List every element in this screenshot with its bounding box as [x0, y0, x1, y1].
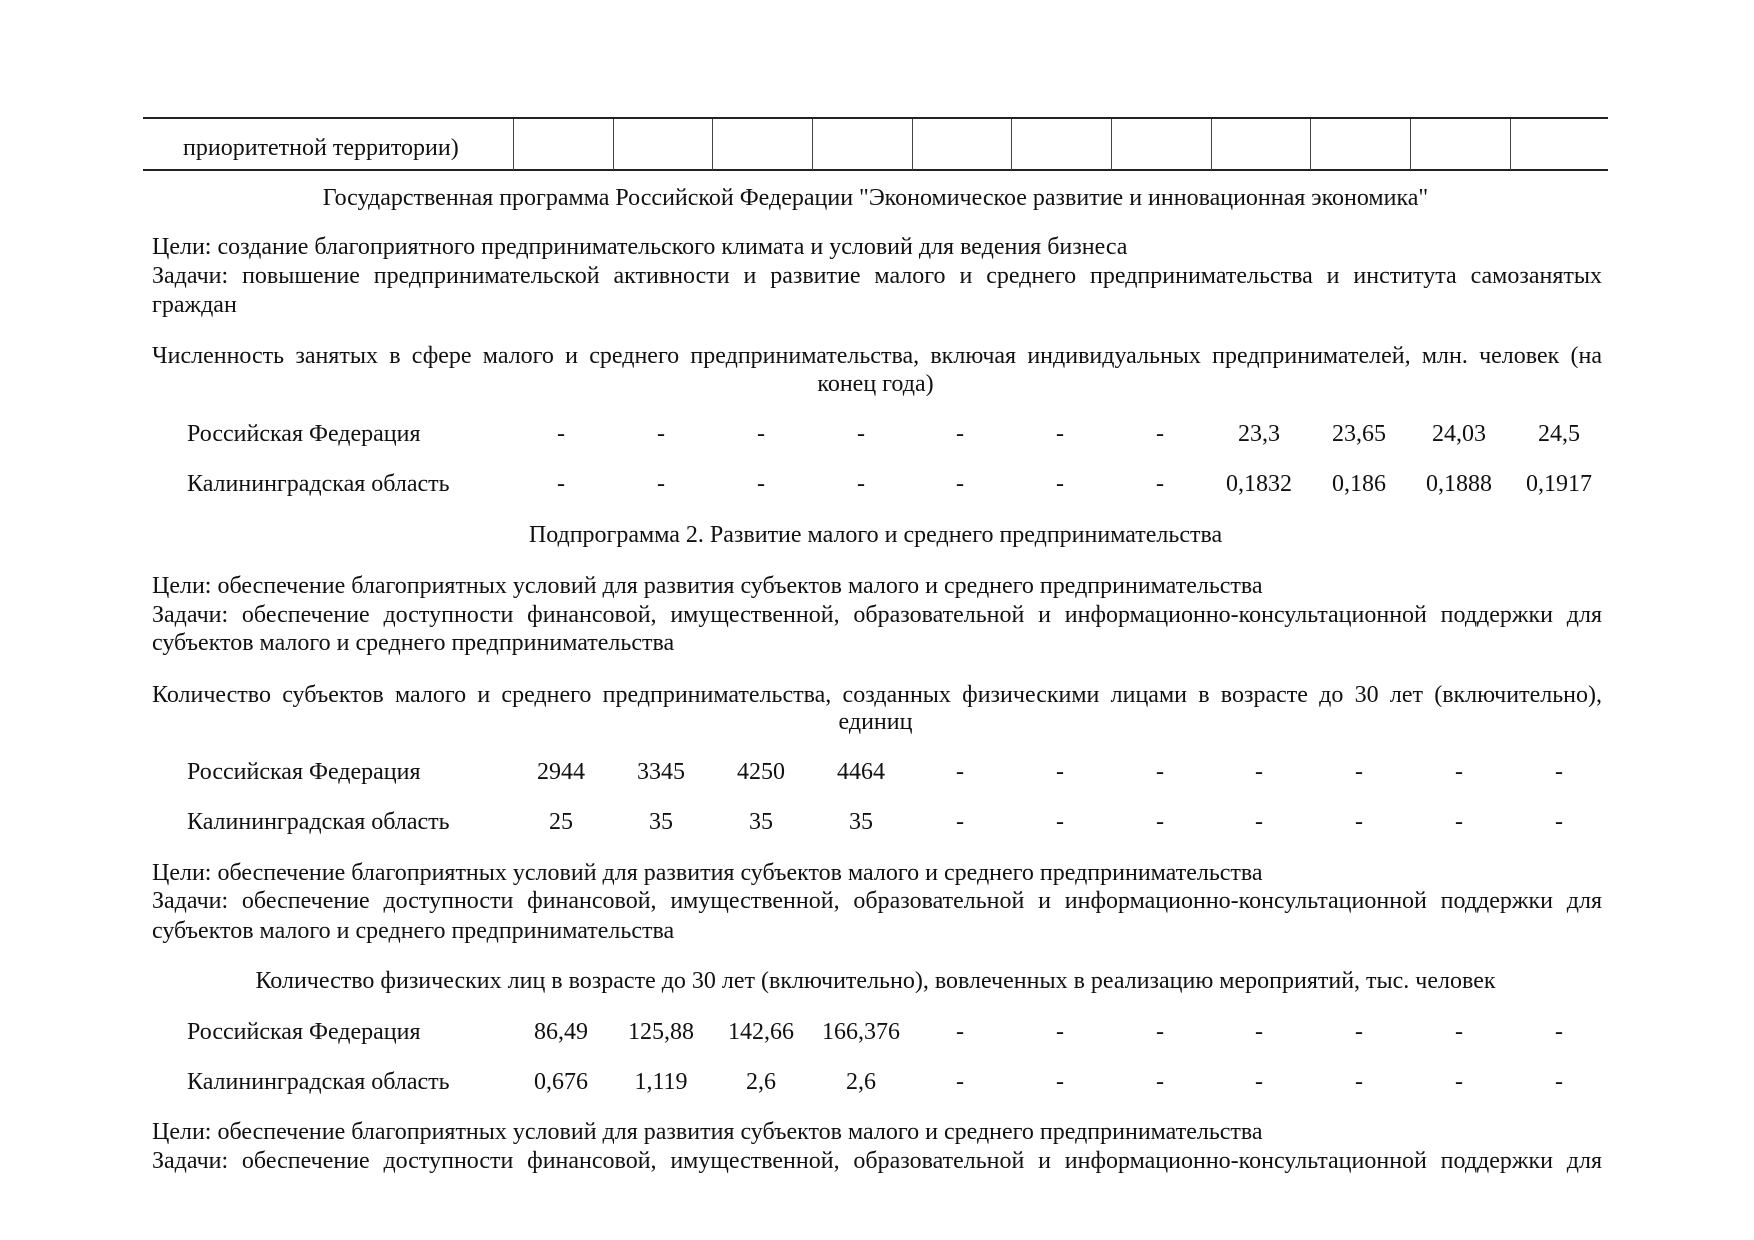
region-label: Калининградская область [187, 1069, 450, 1095]
value-cell: 2,6 [846, 1069, 876, 1095]
value-cell: - [1156, 809, 1164, 835]
value-cell: - [1056, 1019, 1064, 1045]
value-cell: - [1355, 759, 1363, 785]
value-cell: 35 [649, 809, 673, 835]
indicator-title: Численность занятых в сфере малого и среднего предпринимательства, включая индивидуальных предпринимателей, млн. человек (на [152, 343, 1602, 369]
indicator-title: Количество субъектов малого и среднего предпринимательства, созданных физическими лицами в возрасте до 30 лет (включительно), [152, 682, 1602, 708]
program-tasks-line: граждан [152, 292, 237, 318]
value-cell: - [956, 809, 964, 835]
value-cell: - [1255, 1069, 1263, 1095]
table-cell-label: приоритетной территории) [183, 135, 459, 161]
value-cell: 35 [849, 809, 873, 835]
table-top-border [143, 117, 1608, 119]
value-cell: - [1255, 759, 1263, 785]
value-cell: - [1156, 421, 1164, 447]
value-cell: - [1555, 809, 1563, 835]
value-cell: - [757, 471, 765, 497]
value-cell: 0,1917 [1526, 471, 1592, 497]
value-cell: - [956, 1019, 964, 1045]
value-cell: 142,66 [728, 1019, 794, 1045]
value-cell: - [1156, 759, 1164, 785]
value-cell: - [1156, 471, 1164, 497]
table-column-divider [1211, 119, 1212, 170]
value-cell: - [657, 421, 665, 447]
subprogram-goal: Цели: обеспечение благоприятных условий для развития субъектов малого и среднего предпринимательства [152, 860, 1263, 886]
value-cell: - [1255, 1019, 1263, 1045]
region-label: Российская Федерация [187, 1019, 421, 1045]
value-cell: 3345 [637, 759, 685, 785]
value-cell: - [1355, 809, 1363, 835]
value-cell: - [757, 421, 765, 447]
value-cell: 23,65 [1332, 421, 1386, 447]
program-tasks-line: Задачи: повышение предпринимательской активности и развитие малого и среднего предпринимательства и института самозанятых [152, 263, 1602, 289]
value-cell: 25 [549, 809, 573, 835]
value-cell: 0,1832 [1226, 471, 1292, 497]
program-goal: Цели: создание благоприятного предпринимательского климата и условий для ведения бизнеса [152, 234, 1128, 260]
value-cell: - [1555, 759, 1563, 785]
region-label: Калининградская область [187, 809, 450, 835]
program-title: Государственная программа Российской Федерации "Экономическое развитие и инновационная экономика" [322, 185, 1429, 211]
region-label: Калининградская область [187, 471, 450, 497]
subprogram-tasks-line: Задачи: обеспечение доступности финансовой, имущественной, образовательной и информационно-консультационной поддержки для [152, 602, 1602, 628]
value-cell: 4250 [737, 759, 785, 785]
indicator-title: Количество физических лиц в возрасте до 30 лет (включительно), вовлеченных в реализацию мероприятий, тыс. человек [255, 968, 1496, 994]
value-cell: - [857, 421, 865, 447]
value-cell: - [956, 421, 964, 447]
indicator-title: единиц [838, 709, 913, 735]
value-cell: - [1455, 1069, 1463, 1095]
value-cell: 24,5 [1538, 421, 1580, 447]
value-cell: - [557, 471, 565, 497]
table-column-divider [1111, 119, 1112, 170]
region-label: Российская Федерация [187, 421, 421, 447]
value-cell: - [1255, 809, 1263, 835]
value-cell: 2,6 [746, 1069, 776, 1095]
subprogram-tasks-line: Задачи: обеспечение доступности финансовой, имущественной, образовательной и информационно-консультационной поддержки для [152, 1148, 1602, 1174]
value-cell: - [956, 759, 964, 785]
value-cell: 166,376 [822, 1019, 900, 1045]
table-column-divider [812, 119, 813, 170]
value-cell: 1,119 [634, 1069, 688, 1095]
value-cell: 125,88 [628, 1019, 694, 1045]
table-column-divider [1410, 119, 1411, 170]
subprogram-goal: Цели: обеспечение благоприятных условий для развития субъектов малого и среднего предпринимательства [152, 1119, 1263, 1145]
value-cell: 0,676 [534, 1069, 588, 1095]
value-cell: - [1056, 759, 1064, 785]
table-column-divider [613, 119, 614, 170]
value-cell: - [1056, 421, 1064, 447]
value-cell: - [1056, 809, 1064, 835]
table-column-divider [513, 119, 514, 170]
subprogram-tasks-line: субъектов малого и среднего предпринимательства [152, 630, 675, 656]
value-cell: 2944 [537, 759, 585, 785]
value-cell: 86,49 [534, 1019, 588, 1045]
value-cell: 24,03 [1432, 421, 1486, 447]
value-cell: 0,1888 [1426, 471, 1492, 497]
value-cell: - [657, 471, 665, 497]
value-cell: 4464 [837, 759, 885, 785]
value-cell: - [857, 471, 865, 497]
value-cell: - [1056, 1069, 1064, 1095]
subprogram-tasks-line: Задачи: обеспечение доступности финансовой, имущественной, образовательной и информационно-консультационной поддержки для [152, 888, 1602, 914]
value-cell: - [1555, 1069, 1563, 1095]
value-cell: - [557, 421, 565, 447]
value-cell: - [1555, 1019, 1563, 1045]
subprogram-goal: Цели: обеспечение благоприятных условий для развития субъектов малого и среднего предпринимательства [152, 573, 1263, 599]
table-column-divider [1310, 119, 1311, 170]
table-bottom-border [143, 169, 1608, 171]
value-cell: 0,186 [1332, 471, 1386, 497]
value-cell: - [1355, 1019, 1363, 1045]
table-column-divider [1510, 119, 1511, 170]
value-cell: - [1455, 1019, 1463, 1045]
value-cell: - [956, 1069, 964, 1095]
region-label: Российская Федерация [187, 759, 421, 785]
value-cell: 23,3 [1238, 421, 1280, 447]
subprogram-title: Подпрограмма 2. Развитие малого и среднего предпринимательства [528, 522, 1223, 548]
table-column-divider [712, 119, 713, 170]
indicator-title: конец года) [817, 371, 934, 397]
value-cell: - [1056, 471, 1064, 497]
table-column-divider [912, 119, 913, 170]
value-cell: - [1156, 1019, 1164, 1045]
subprogram-tasks-line: субъектов малого и среднего предпринимательства [152, 918, 675, 944]
value-cell: - [956, 471, 964, 497]
value-cell: - [1355, 1069, 1363, 1095]
value-cell: 35 [749, 809, 773, 835]
table-column-divider [1011, 119, 1012, 170]
value-cell: - [1455, 759, 1463, 785]
value-cell: - [1156, 1069, 1164, 1095]
value-cell: - [1455, 809, 1463, 835]
